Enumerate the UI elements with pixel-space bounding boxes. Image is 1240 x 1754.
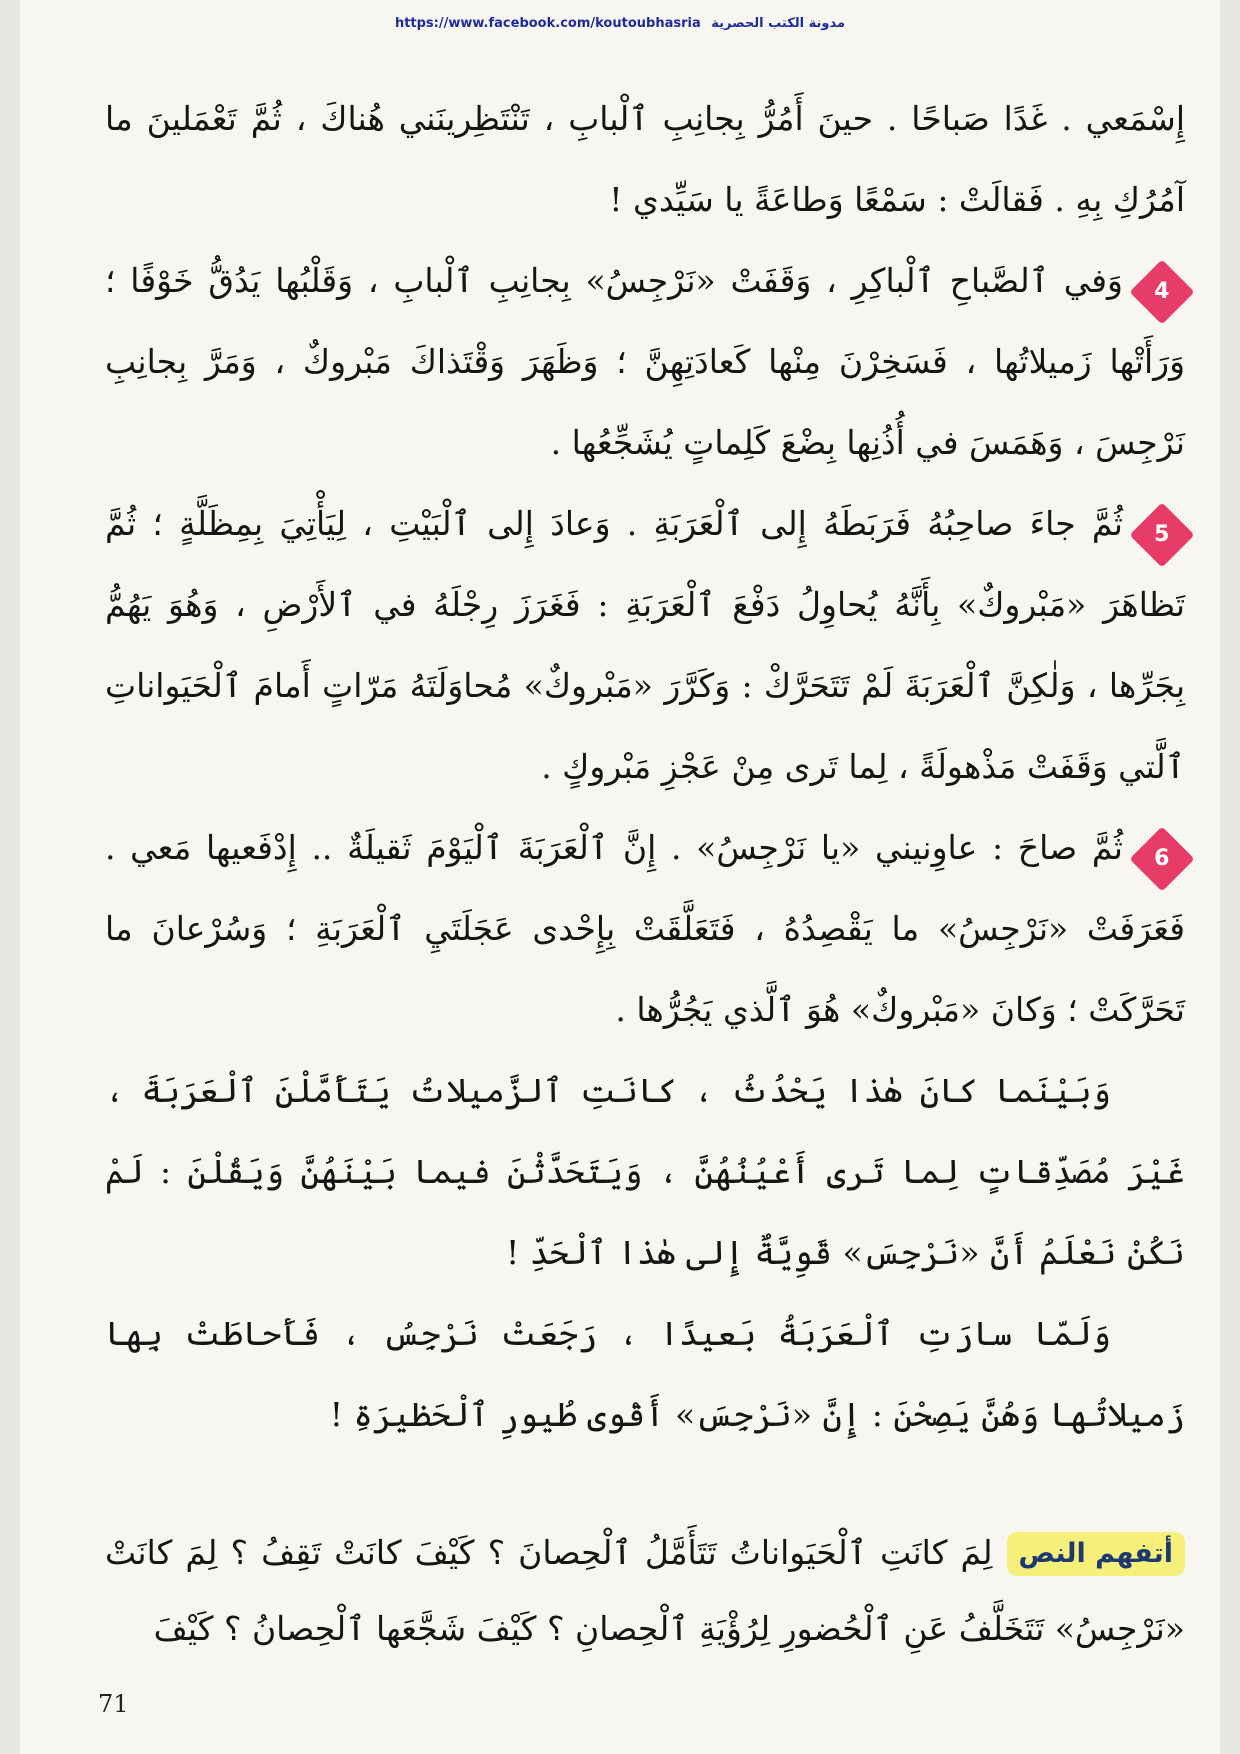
number-badge-6: 6 bbox=[1129, 826, 1194, 891]
source-header bbox=[20, 16, 1220, 31]
number-badge-5: 5 bbox=[1129, 502, 1194, 567]
paragraph-4-text: وَفي ٱلصَّباحِ ٱلْباكِرِ ، وَقَفَتْ «نَرْجِسُ» بِجانِبِ ٱلْبابِ ، وَقَلْبُها يَدُقُّ خَوْفًا ؛ وَرَأَتْها زَميلاتُها ، فَسَخِرْنَ مِنْها كَعادَتِهِنَّ ؛ وَظَهَرَ وَقْتَذاكَ مَبْروكٌ ، وَمَرَّ بِجانِبِ نَرْجِسَ ، وَهَمَسَ في أُذُنِها بِضْعَ كَلِماتٍ يُشَجِّعُها . bbox=[105, 261, 1185, 462]
page-number: 71 bbox=[98, 1690, 129, 1718]
paragraph-6 bbox=[105, 807, 1185, 1050]
paragraph-5-text: ثُمَّ جاءَ صاحِبُهُ فَرَبَطَهُ إِلى ٱلْعَرَبَةِ . وَعادَ إِلى ٱلْبَيْتِ ، لِيَأْتِيَ بِمِظَلَّةٍ ؛ ثُمَّ تَظاهَرَ «مَبْروكٌ» بِأَنَّهُ يُحاوِلُ دَفْعَ ٱلْعَرَبَةِ : فَغَرَزَ رِجْلَهُ في ٱلأَرْضِ ، وَهُوَ يَهُمُّ بِجَرِّها ، وَلٰكِنَّ ٱلْعَرَبَةَ لَمْ تَتَحَرَّكْ : وَكَرَّرَ «مَبْروكٌ» مُحاوَلَتَهُ مَرّاتٍ أَمامَ ٱلْحَيَواناتِ ٱلَّتي وَقَفَتْ مَذْهولَةً ، لِما تَرى مِنْ عَجْزِ مَبْروكٍ . bbox=[105, 504, 1185, 786]
source-blog-name: مدونة الكتب الحصرية bbox=[711, 16, 846, 31]
paragraph-continuation: إِسْمَعي . غَدًا صَباحًا . حينَ أَمُرُّ بِجانِبِ ٱلْبابِ ، تَنْتَظِرينَني هُناكَ ، ثُمَّ تَعْمَلينَ ما آمُرُكِ بِهِ . فَقالَتْ : سَمْعًا وَطاعَةً يا سَيِّدي ! bbox=[105, 99, 1185, 219]
story-text bbox=[105, 78, 1185, 1455]
paragraph-ending: وَلَمّا سارَتِ ٱلْعَرَبَةُ بَعيدًا ، رَجَعَتْ نَرْجِسُ ، فَأَحاطَتْ بِها زَميلاتُها وَهُنَّ يَصِحْنَ : إِنَّ «نَرْجِسَ» أَقْوى طُيورِ ٱلْحَظيرَةِ ! bbox=[105, 1314, 1185, 1434]
comprehension-questions bbox=[105, 1515, 1185, 1667]
paragraph-6-text: ثُمَّ صاحَ : عاوِنيني «يا نَرْجِسُ» . إِنَّ ٱلْعَرَبَةَ ٱلْيَوْمَ ثَقيلَةٌ .. إِدْفَعيها مَعي . فَعَرَفَتْ «نَرْجِسُ» ما يَقْصِدُهُ ، فَتَعَلَّقَتْ بِإِحْدى عَجَلَتَيِ ٱلْعَرَبَةِ ؛ وَسُرْعانَ ما تَحَرَّكَتْ ؛ وَكانَ «مَبْروكٌ» هُوَ ٱلَّذي يَجُرُّها . bbox=[105, 828, 1185, 1029]
paragraph-4 bbox=[105, 240, 1185, 483]
questions-text: لِمَ كانَتِ ٱلْحَيَواناتُ تَتَأَمَّلُ ٱلْحِصانَ ؟ كَيْفَ كانَتْ تَقِفُ ؟ لِمَ كانَتْ «نَرْجِسُ» تَتَخَلَّفُ عَنِ ٱلْحُضورِ لِرُؤْيَةِ ٱلْحِصانِ ؟ كَيْفَ شَجَّعَها ٱلْحِصانُ ؟ كَيْفَ bbox=[105, 1533, 1185, 1648]
paragraph-5 bbox=[105, 483, 1185, 807]
number-badge-4: 4 bbox=[1129, 259, 1194, 324]
book-page bbox=[20, 0, 1220, 1754]
source-url[interactable]: https://www.facebook.com/koutoubhasria bbox=[394, 16, 701, 31]
paragraph-meanwhile: وَبَيْنَما كانَ هٰذا يَحْدُثُ ، كانَتِ ٱلزَّميلاتُ يَتَأَمَّلْنَ ٱلْعَرَبَةَ ، غَيْرَ مُصَدِّقاتٍ لِما تَرى أَعْيُنُهُنَّ ، وَيَتَحَدَّثْنَ فيما بَيْنَهُنَّ وَيَقُلْنَ : لَمْ نَكُنْ نَعْلَمُ أَنَّ «نَرْجِسَ» قَوِيَّةٌ إِلى هٰذا ٱلْحَدِّ ! bbox=[105, 1071, 1185, 1272]
questions-label: أتفهم النص bbox=[1007, 1532, 1185, 1576]
